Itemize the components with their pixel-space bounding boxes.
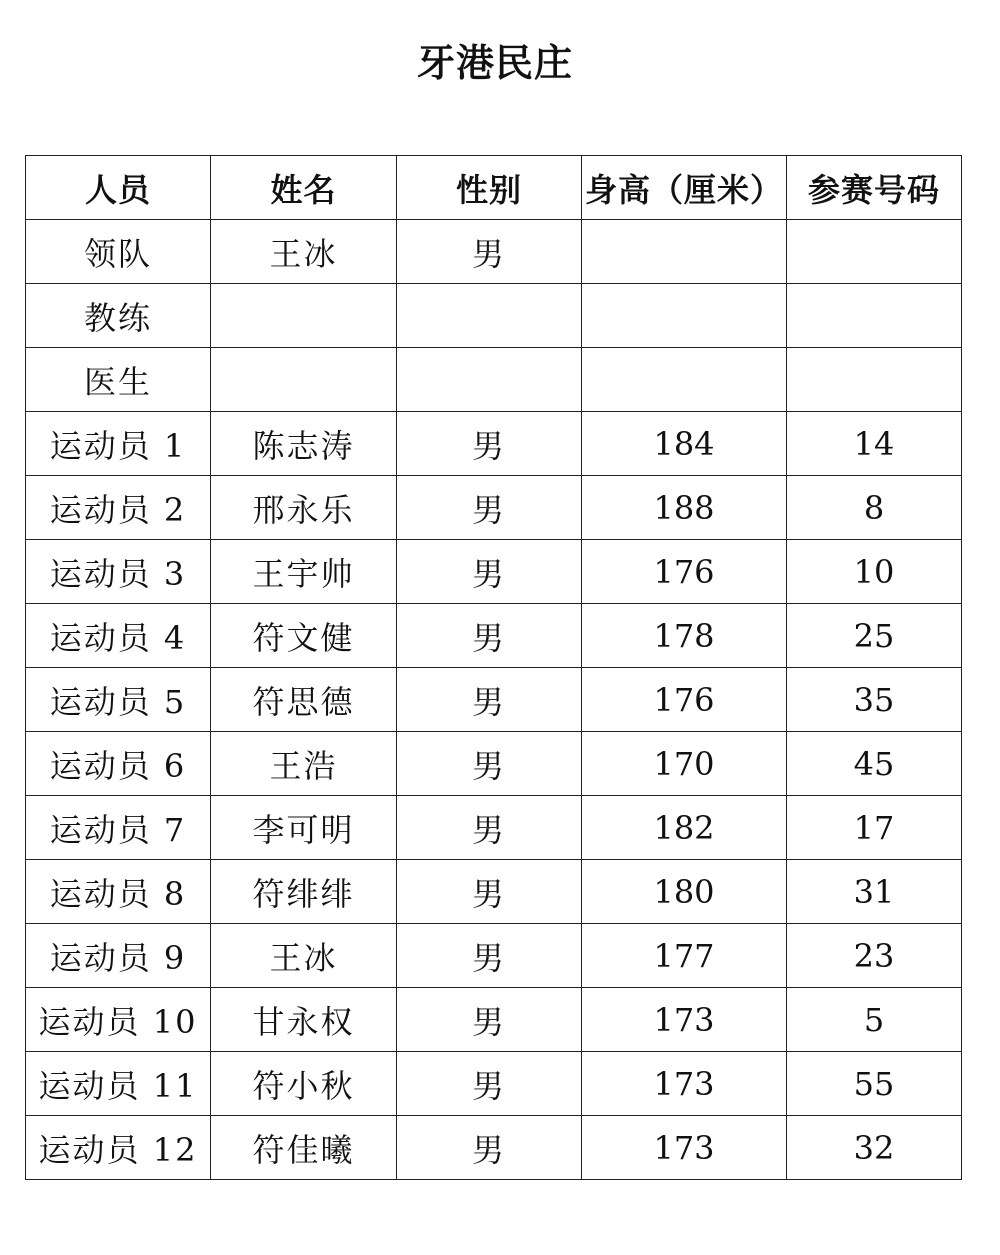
cell-gender: 男 xyxy=(397,220,582,284)
table-row xyxy=(26,540,962,604)
cell-name xyxy=(211,284,397,348)
cell-height xyxy=(582,220,787,284)
cell-height: 178 xyxy=(582,604,787,668)
cell-number: 14 xyxy=(787,412,962,476)
cell-gender: 男 xyxy=(397,412,582,476)
cell-role: 运动员 9 xyxy=(26,924,211,988)
cell-gender: 男 xyxy=(397,604,582,668)
header-name: 姓名 xyxy=(211,156,397,220)
table-row xyxy=(26,1052,962,1116)
cell-gender: 男 xyxy=(397,1116,582,1180)
header-number: 参赛号码 xyxy=(787,156,962,220)
cell-name: 邢永乐 xyxy=(211,476,397,540)
table-row xyxy=(26,796,962,860)
header-row xyxy=(26,156,962,220)
table-row xyxy=(26,412,962,476)
cell-height: 173 xyxy=(582,1116,787,1180)
page-title: 牙港民庄 xyxy=(416,41,573,85)
cell-gender: 男 xyxy=(397,860,582,924)
cell-height: 182 xyxy=(582,796,787,860)
cell-gender xyxy=(397,348,582,412)
cell-height: 180 xyxy=(582,860,787,924)
cell-number xyxy=(787,348,962,412)
cell-name: 王浩 xyxy=(211,732,397,796)
cell-gender: 男 xyxy=(397,1052,582,1116)
cell-role: 运动员 2 xyxy=(26,476,211,540)
cell-number: 31 xyxy=(787,860,962,924)
cell-name: 李可明 xyxy=(211,796,397,860)
cell-height: 188 xyxy=(582,476,787,540)
cell-name: 甘永权 xyxy=(211,988,397,1052)
cell-role: 运动员 10 xyxy=(26,988,211,1052)
cell-role: 运动员 12 xyxy=(26,1116,211,1180)
cell-role: 运动员 5 xyxy=(26,668,211,732)
cell-gender: 男 xyxy=(397,796,582,860)
cell-name: 符文健 xyxy=(211,604,397,668)
cell-number xyxy=(787,284,962,348)
cell-name: 符绯绯 xyxy=(211,860,397,924)
cell-name: 王宇帅 xyxy=(211,540,397,604)
cell-role: 医生 xyxy=(26,348,211,412)
cell-height xyxy=(582,284,787,348)
cell-height: 176 xyxy=(582,668,787,732)
table-row xyxy=(26,732,962,796)
cell-number xyxy=(787,220,962,284)
cell-name: 符小秋 xyxy=(211,1052,397,1116)
cell-gender xyxy=(397,284,582,348)
cell-number: 10 xyxy=(787,540,962,604)
cell-number: 8 xyxy=(787,476,962,540)
table-row xyxy=(26,284,962,348)
cell-name: 王冰 xyxy=(211,220,397,284)
table-row xyxy=(26,220,962,284)
roster-body xyxy=(26,220,962,1180)
cell-number: 45 xyxy=(787,732,962,796)
header-gender: 性别 xyxy=(397,156,582,220)
cell-role: 运动员 3 xyxy=(26,540,211,604)
cell-number: 17 xyxy=(787,796,962,860)
cell-number: 32 xyxy=(787,1116,962,1180)
cell-height xyxy=(582,348,787,412)
table-row xyxy=(26,1116,962,1180)
table-row xyxy=(26,924,962,988)
cell-height: 173 xyxy=(582,1052,787,1116)
cell-height: 184 xyxy=(582,412,787,476)
cell-height: 170 xyxy=(582,732,787,796)
table-row xyxy=(26,668,962,732)
cell-role: 运动员 11 xyxy=(26,1052,211,1116)
table-row xyxy=(26,348,962,412)
cell-role: 运动员 6 xyxy=(26,732,211,796)
cell-gender: 男 xyxy=(397,988,582,1052)
cell-height: 177 xyxy=(582,924,787,988)
cell-gender: 男 xyxy=(397,668,582,732)
cell-height: 173 xyxy=(582,988,787,1052)
cell-number: 35 xyxy=(787,668,962,732)
table-row xyxy=(26,476,962,540)
table-row xyxy=(26,604,962,668)
table-row xyxy=(26,860,962,924)
cell-name: 王冰 xyxy=(211,924,397,988)
cell-gender: 男 xyxy=(397,924,582,988)
cell-number: 55 xyxy=(787,1052,962,1116)
cell-gender: 男 xyxy=(397,732,582,796)
cell-gender: 男 xyxy=(397,540,582,604)
cell-number: 5 xyxy=(787,988,962,1052)
header-role: 人员 xyxy=(26,156,211,220)
cell-role: 运动员 8 xyxy=(26,860,211,924)
cell-role: 运动员 4 xyxy=(26,604,211,668)
cell-name: 符思德 xyxy=(211,668,397,732)
cell-gender: 男 xyxy=(397,476,582,540)
cell-role: 教练 xyxy=(26,284,211,348)
cell-name: 陈志涛 xyxy=(211,412,397,476)
cell-name: 符佳曦 xyxy=(211,1116,397,1180)
table-row xyxy=(26,988,962,1052)
cell-name xyxy=(211,348,397,412)
header-height: 身高（厘米） xyxy=(582,156,787,220)
cell-role: 领队 xyxy=(26,220,211,284)
cell-role: 运动员 7 xyxy=(26,796,211,860)
roster-table xyxy=(25,155,962,1180)
cell-number: 23 xyxy=(787,924,962,988)
cell-role: 运动员 1 xyxy=(26,412,211,476)
cell-height: 176 xyxy=(582,540,787,604)
cell-number: 25 xyxy=(787,604,962,668)
